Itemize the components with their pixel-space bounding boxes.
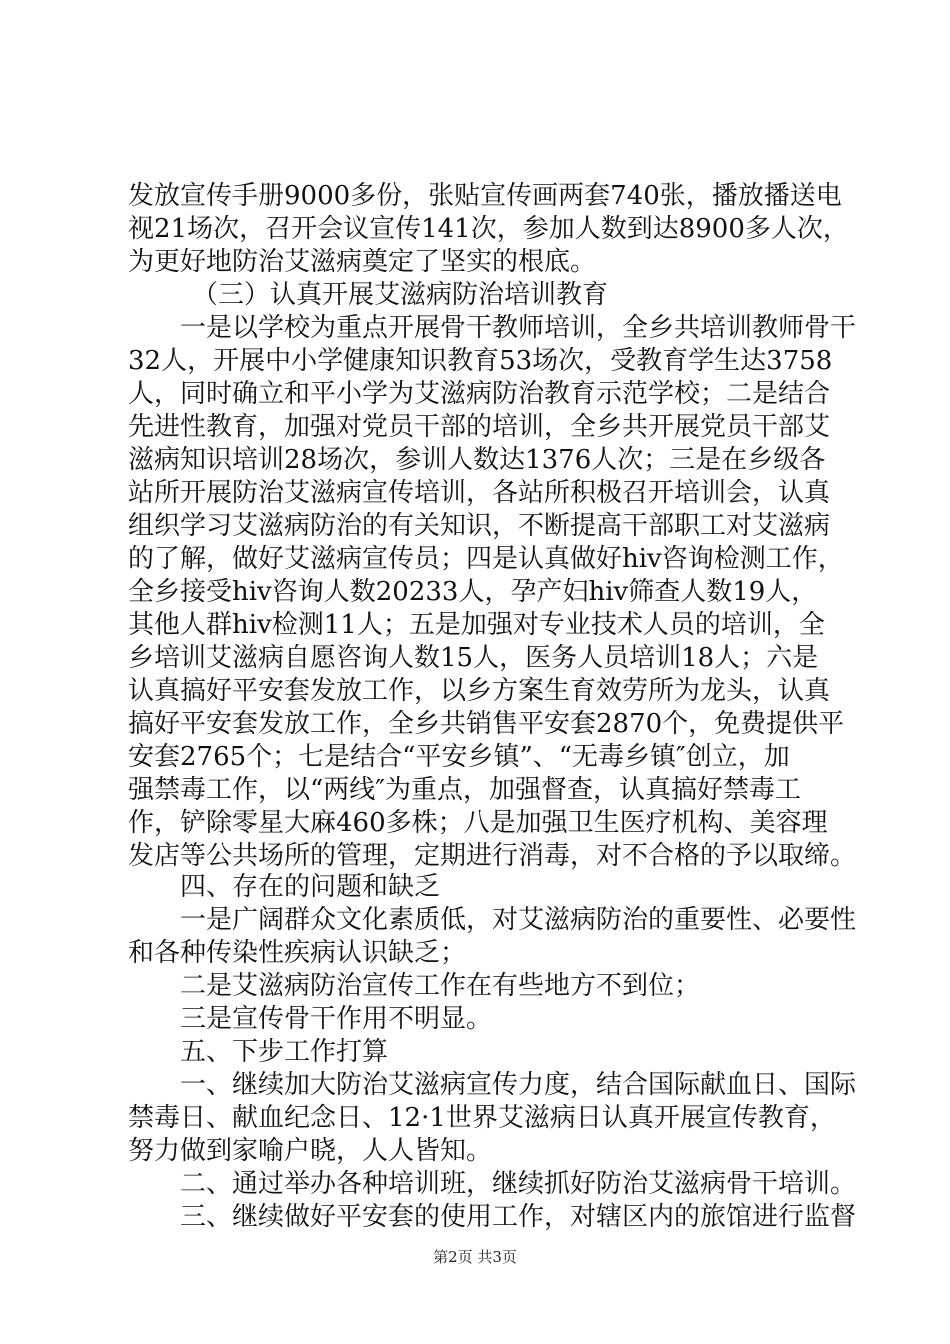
text-line: 一、继续加大防治艾滋病宣传力度，结合国际献血日、国际 (180, 1070, 857, 1100)
text-line: 其他人群hiv检测11人；五是加强对专业技术人员的培训，全 (128, 610, 825, 640)
text-line: 的了解，做好艾滋病宣传员；四是认真做好hiv咨询检测工作， (128, 544, 844, 574)
text-line: 组织学习艾滋病防治的有关知识，不断提高干部职工对艾滋病 (128, 511, 831, 541)
section-heading: 四、存在的问题和缺乏 (180, 872, 441, 902)
text-line: 人，同时确立和平小学为艾滋病防治教育示范学校；二是结合 (128, 379, 831, 409)
text-line: 和各种传染性疾病认识缺乏； (128, 938, 467, 968)
text-line: 搞好平安套发放工作，全乡共销售平安套2870个，免费提供平 (128, 709, 845, 739)
text-line: 作，铲除零星大麻460多株；八是加强卫生医疗机构、美容理 (128, 808, 828, 838)
text-line: 发放宣传手册9000多份，张贴宣传画两套740张，播放播送电 (128, 181, 842, 211)
text-line: 强禁毒工作，以“两线″为重点，加强督查，认真搞好禁毒工 (128, 775, 802, 805)
text-line: 安套2765个；七是结合“平安乡镇”、“无毒乡镇″创立，加 (128, 742, 790, 772)
text-line: 全乡接受hiv咨询人数20233人，孕产妇hiv筛查人数19人， (128, 577, 818, 607)
text-line: 三、继续做好平安套的使用工作，对辖区内的旅馆进行监督 (180, 1202, 857, 1232)
text-line: 滋病知识培训28场次，参训人数达1376人次；三是在乡级各 (128, 445, 826, 475)
page-number-footer: 第2页 共3页 (433, 1248, 517, 1266)
text-line: 32人，开展中小学健康知识教育53场次，受教育学生达3758 (128, 346, 833, 376)
text-line: 一是以学校为重点开展骨干教师培训，全乡共培训教师骨干 (180, 313, 857, 343)
text-line: 努力做到家喻户晓，人人皆知。 (128, 1136, 493, 1166)
text-line: 先进性教育，加强对党员干部的培训，全乡共开展党员干部艾 (128, 412, 831, 442)
text-line: 认真搞好平安套发放工作，以乡方案生育效劳所为龙头，认真 (128, 676, 831, 706)
text-line: 视21场次，召开会议宣传141次，参加人数到达8900多人次， (128, 214, 849, 244)
text-line: 一是广阔群众文化素质低，对艾滋病防治的重要性、必要性 (180, 905, 857, 935)
text-line: 二是艾滋病防治宣传工作在有些地方不到位； (180, 971, 701, 1001)
text-line: 发店等公共场所的管理，定期进行消毒，对不合格的予以取缔。 (128, 841, 857, 871)
text-line: 二、通过举办各种培训班，继续抓好防治艾滋病骨干培训。 (180, 1169, 857, 1199)
section-heading: （三）认真开展艾滋病防治培训教育 (192, 280, 609, 310)
text-line: 站所开展防治艾滋病宣传培训，各站所积极召开培训会，认真 (128, 478, 831, 508)
text-line: 为更好地防治艾滋病奠定了坚实的根底。 (128, 247, 597, 277)
text-line: 乡培训艾滋病自愿咨询人数15人，医务人员培训18人；六是 (128, 643, 819, 673)
text-line: 禁毒日、献血纪念日、12·1世界艾滋病日认真开展宣传教育， (128, 1103, 836, 1133)
section-heading: 五、下步工作打算 (180, 1037, 389, 1067)
text-line: 三是宣传骨干作用不明显。 (180, 1004, 493, 1034)
